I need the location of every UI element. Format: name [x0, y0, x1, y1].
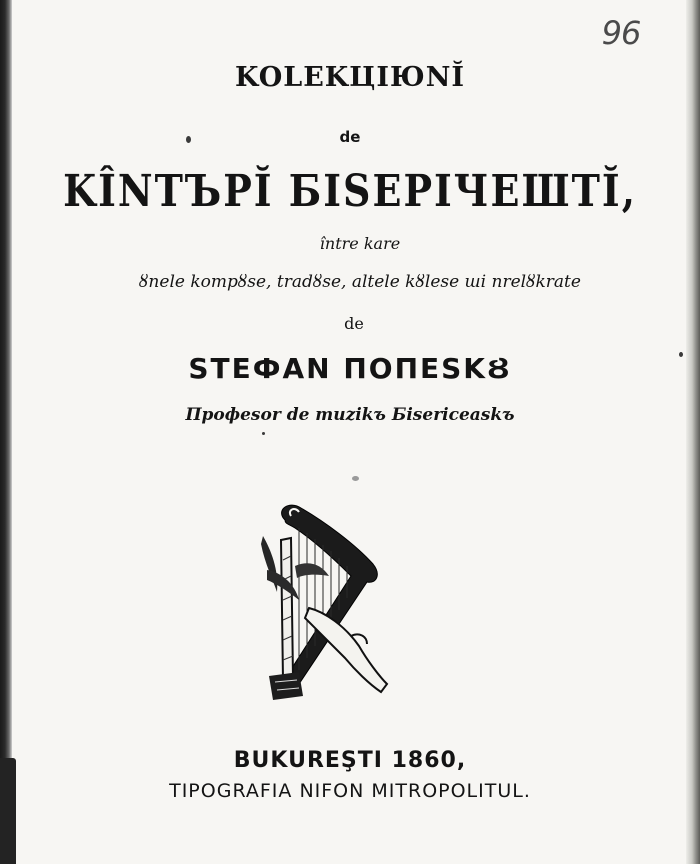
title-main: KÎNTЪPĬ БISEPIЧEШTĬ,	[63, 164, 637, 217]
byline-connector: de	[344, 314, 364, 333]
imprint-city-year: BUKUREŞTI 1860,	[233, 748, 467, 773]
imprint-press: TIPOGRAFIA NIFON MITROPOLITUL.	[169, 780, 531, 802]
title-collection: KOLEKЦIЮNĬ	[234, 62, 466, 93]
scan-speck	[352, 476, 359, 481]
author-name: STEФAN ПOПESKȢ	[188, 352, 512, 385]
subtitle-description: ȣnele kompȣse, tradȣse, altele kȣlese ші пrelȣkrate	[139, 272, 581, 292]
book-edge-notch	[0, 758, 16, 864]
title-connector: de	[339, 128, 361, 146]
author-role: Профesor de muzikъ Бisericeaskъ	[185, 405, 515, 425]
subtitle-intro: între kare	[319, 234, 401, 253]
scan-speck	[262, 432, 265, 435]
shelfmark-number: 96	[601, 14, 641, 52]
harp-emblem-icon	[255, 500, 395, 710]
